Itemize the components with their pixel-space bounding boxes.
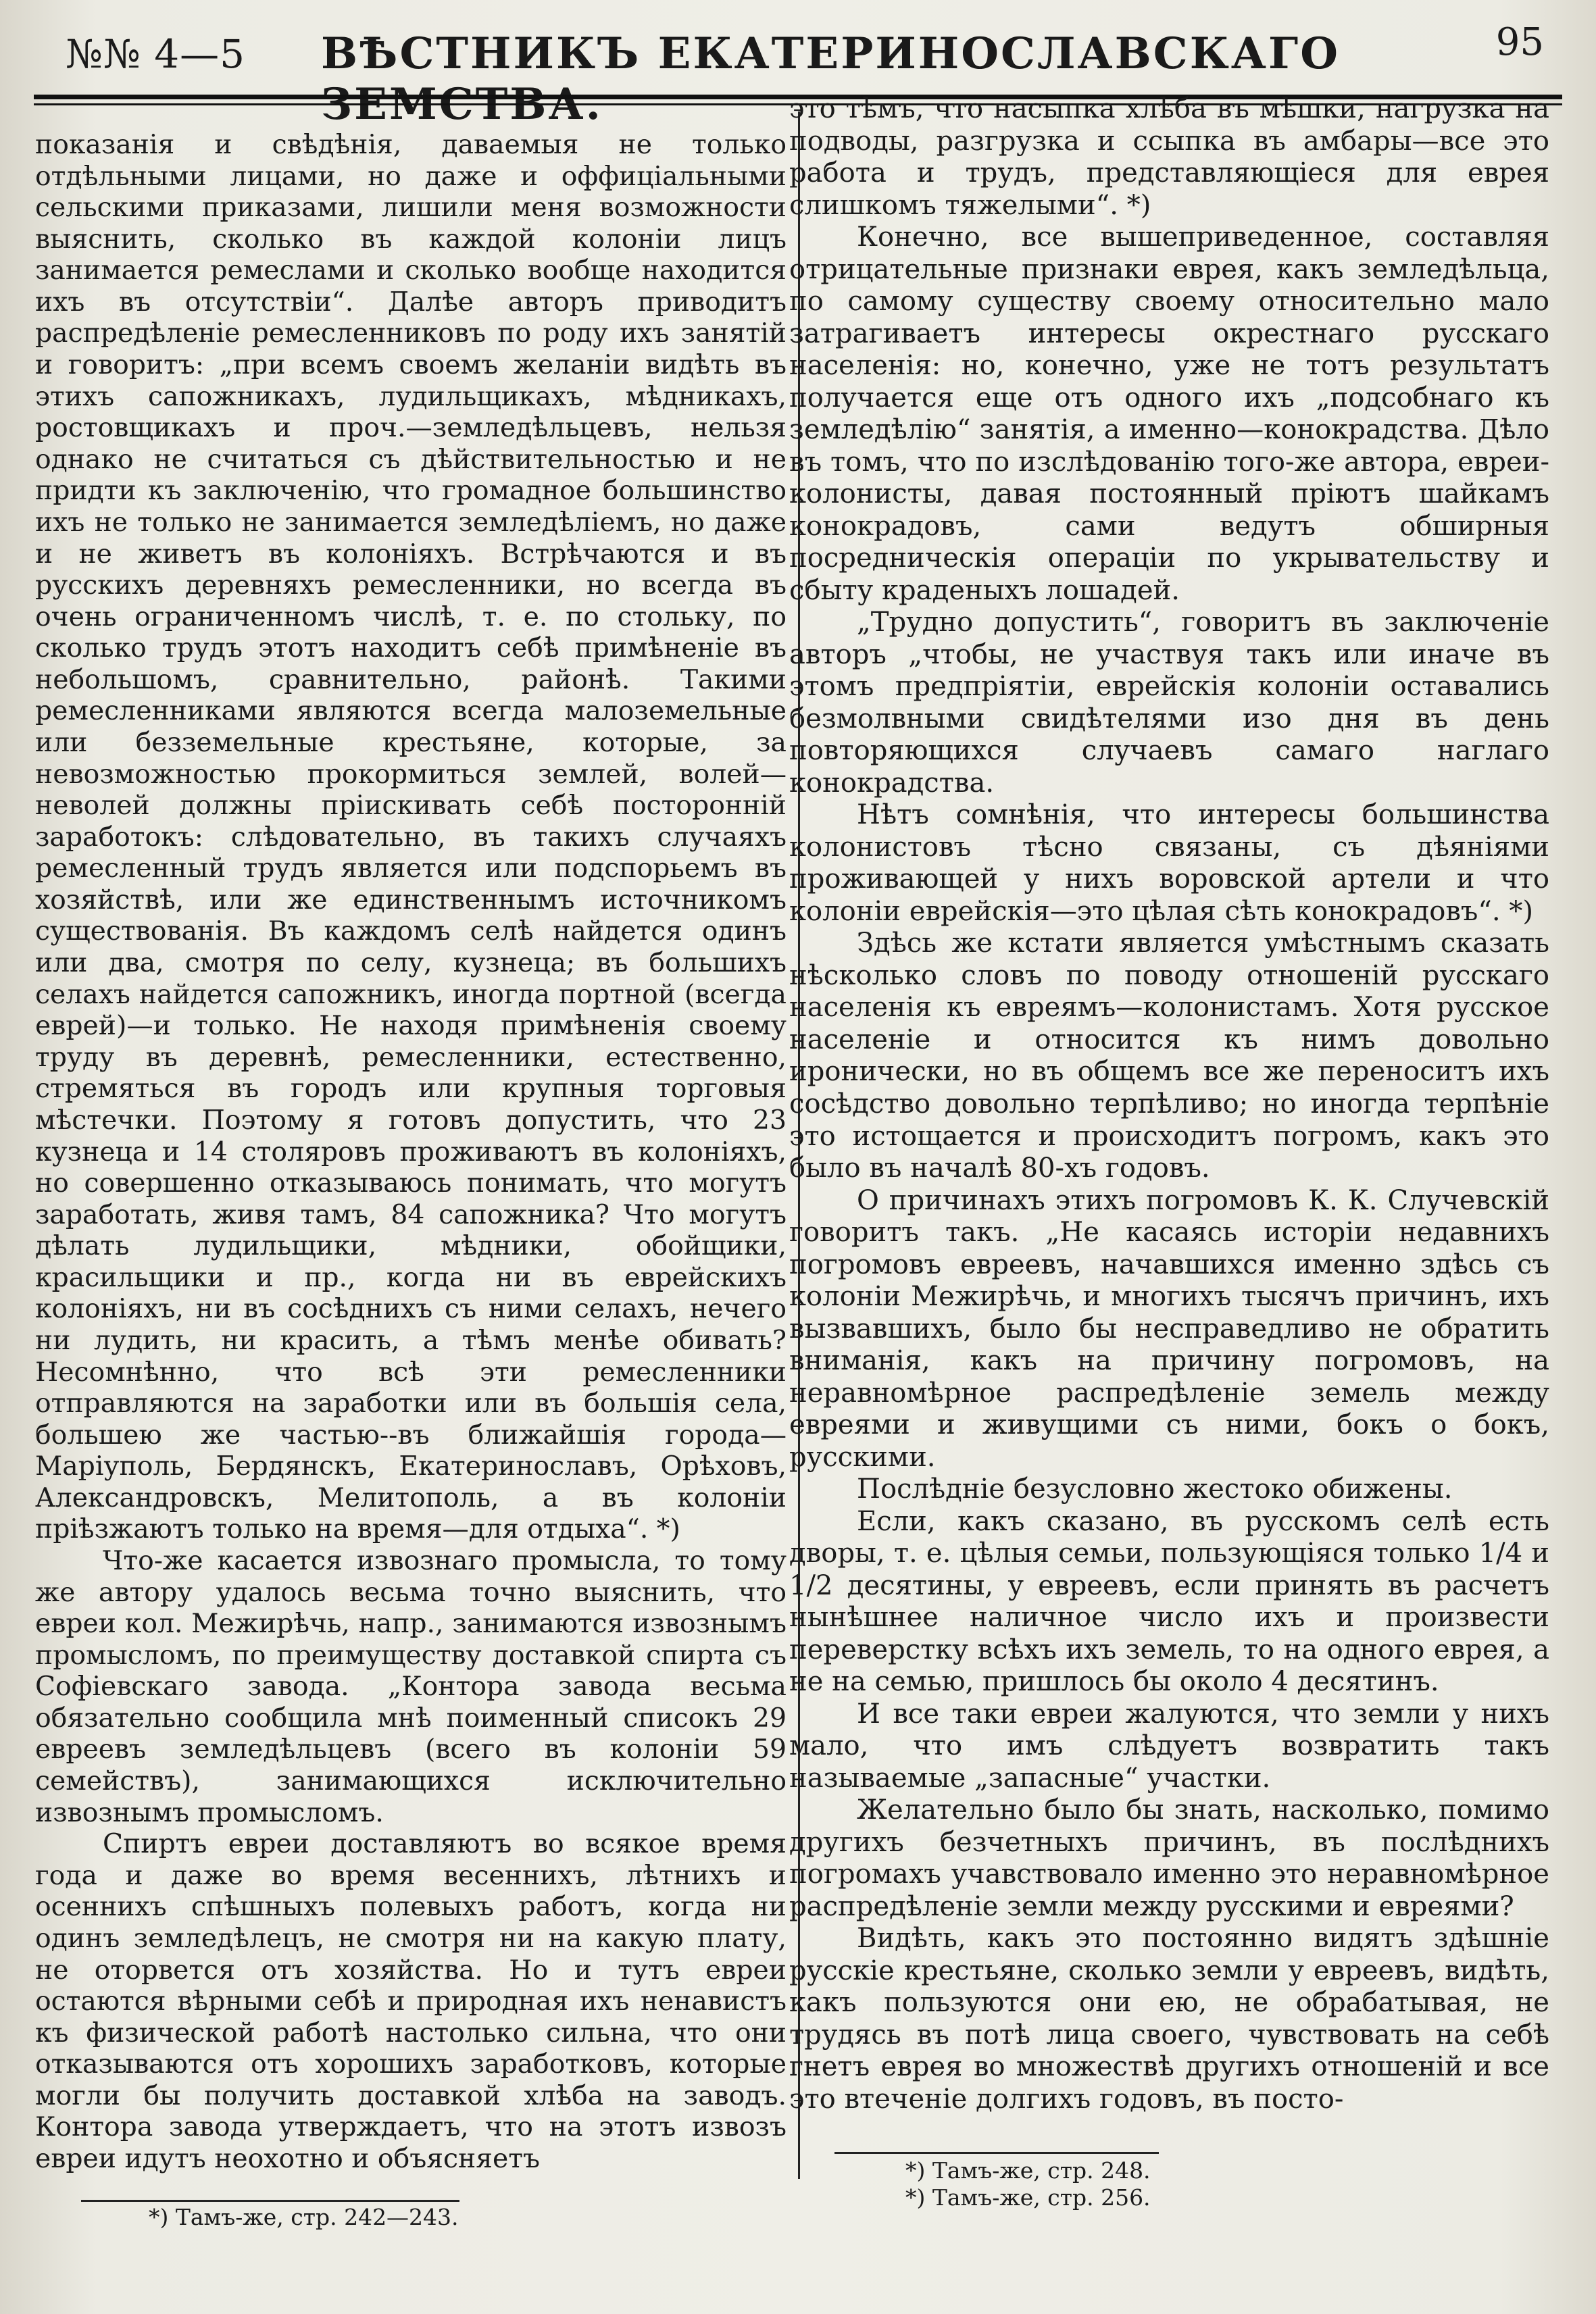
paragraph: Спиртъ евреи доставляютъ во всякое время года и даже во время весеннихъ, лѣтнихъ и осеннихъ спѣшныхъ полевыхъ работъ, когда ни одинъ земледѣлецъ, не смотря ни на какую плату, не оторвется отъ хозяйства. Но и тутъ евреи остаются вѣрными себѣ и природная ихъ ненавистъ къ физической работѣ настолько сильна, что они отказываются отъ хорошихъ заработковъ, которые могли бы получить доставкой хлѣба на заводъ. Контора завода утверждаетъ, что на этотъ извозъ евреи идутъ неохотно и объясняетъ bbox=[35, 1829, 787, 2174]
footnote: *) Тамъ-же, стр. 248. bbox=[905, 2157, 1151, 2184]
left-column bbox=[35, 130, 787, 2175]
paragraph: И все таки евреи жалуются, что земли у нихъ мало, что имъ слѣдуетъ возвратить такъ называемые „запасные“ участки. bbox=[789, 1698, 1549, 1794]
paragraph: это тѣмъ, что насыпка хлѣба въ мѣшки, нагрузка на подводы, разгрузка и ссыпка въ амбары—все это работа и трудъ, представляющіеся для еврея слишкомъ тяжелыми“. *) bbox=[789, 93, 1549, 221]
page-number: 95 bbox=[1495, 20, 1544, 64]
footnote: *) Тамъ-же, стр. 256. bbox=[905, 2184, 1151, 2211]
paragraph: Здѣсь же кстати является умѣстнымъ сказать нѣсколько словъ по поводу отношеній русскаго населенія къ евреямъ—колонистамъ. Хотя русское населеніе и относится къ нимъ довольно иронически, но въ общемъ все же переноситъ ихъ сосѣдство довольно терпѣливо; но иногда терпѣніе это истощается и происходитъ погромъ, какъ это было въ началѣ 80-хъ годовъ. bbox=[789, 928, 1549, 1184]
footnote-left bbox=[149, 2204, 459, 2231]
page-header bbox=[30, 19, 1564, 93]
footnotes-right bbox=[905, 2157, 1151, 2211]
right-column bbox=[789, 93, 1549, 2115]
issue-number: №№ 4—5 bbox=[66, 31, 246, 77]
paragraph: Если, какъ сказано, въ русскомъ селѣ есть дворы, т. е. цѣлыя семьи, пользующіяся только 1/4 и 1/2 десятины, у евреевъ, если принять въ расчетъ нынѣшнее наличное число ихъ и произвести переверстку всѣхъ ихъ земель, то на одного еврея, а не на семью, пришлось бы около 4 десятинъ. bbox=[789, 1505, 1549, 1698]
paragraph: Нѣтъ сомнѣнія, что интересы большинства колонистовъ тѣсно связаны, съ дѣяніями проживающей у нихъ воровской артели и что колоніи еврейскія—это цѣлая сѣть конокрадовъ“. *) bbox=[789, 799, 1549, 927]
paragraph: О причинахъ этихъ погромовъ К. К. Случевскій говоритъ такъ. „Не касаясь исторіи недавнихъ погромовъ евреевъ, начавшихся именно здѣсь съ колоніи Межирѣчь, и многихъ тысячъ причинъ, ихъ вызвавшихъ, было бы несправедливо не обратить вниманія, какъ на причину погромовъ, на неравномѣрное распредѣленіе земель между евреями и живущими съ ними, бокъ о бокъ, русскими. bbox=[789, 1184, 1549, 1473]
paragraph: Видѣть, какъ это постоянно видятъ здѣшніе русскіе крестьяне, сколько земли у евреевъ, видѣть, какъ пользуются они ею, не обрабатывая, не трудясь въ потѣ лица своего, чувствовать на себѣ гнетъ еврея во множествѣ другихъ отношеній и все это втеченіе долгихъ годовъ, въ посто- bbox=[789, 1923, 1549, 2115]
paragraph: Конечно, все вышеприведенное, составляя отрицательные признаки еврея, какъ земледѣльца, по самому существу своему относительно мало затрагиваетъ интересы окрестнаго русскаго населенія: но, конечно, уже не тотъ результатъ получается еще отъ одного ихъ „подсобнаго къ земледѣлію“ занятія, а именно—конокрадства. Дѣло въ томъ, что по изслѣдованію того-же автора, евреи-колонисты, давая постоянный пріютъ шайкамъ конокрадовъ, сами ведутъ обширныя посредническія операціи по укрывательству и сбыту краденыхъ лошадей. bbox=[789, 222, 1549, 606]
paragraph: „Трудно допустить“, говоритъ въ заключеніе авторъ „чтобы, не участвуя такъ или иначе въ этомъ предпріятіи, еврейскія колоніи оставались безмолвными свидѣтелями изо дня въ день повторяющихся случаевъ самаго наглаго конокрадства. bbox=[789, 607, 1549, 799]
journal-title: ВѢСТНИКЪ ЕКАТЕРИНОСЛАВСКАГО bbox=[321, 28, 1340, 79]
footnote-rule-right bbox=[834, 2152, 1159, 2154]
paragraph: Послѣдніе безусловно жестоко обижены. bbox=[857, 1474, 1453, 1505]
paragraph: показанія и свѣдѣнія, даваемыя не только отдѣльными лицами, но даже и оффиціальными сельскими приказами, лишили меня возможности выяснить, сколько въ каждой колоніи лицъ занимается ремеслами и сколько вообще находится ихъ въ отсутствіи“. Далѣе авторъ приводитъ распредѣленіе ремесленниковъ по роду ихъ занятій и говоритъ: „при всемъ своемъ желаніи видѣть въ этихъ сапожникахъ, лудильщикахъ, мѣдникахъ, ростовщикахъ и проч.—земледѣльцевъ, нельзя однако не считаться съ дѣйствительностью и не придти къ заключенію, что громадное большинство ихъ не только не занимается земледѣліемъ, но даже и не живетъ въ колоніяхъ. Встрѣчаются и въ русскихъ деревняхъ ремесленники, но всегда въ очень ограниченномъ числѣ, т. е. по стольку, по сколько трудъ этотъ находитъ себѣ примѣненіе въ небольшомъ, сравнительно, районѣ. Такими ремесленниками являются всегда малоземельные или безземельные крестьяне, которые, за невозможностью прокормиться землей, волей—неволей должны пріискивать себѣ посторонній заработокъ: слѣдовательно, въ такихъ случаяхъ ремесленный трудъ является или подспорьемъ въ хозяйствѣ, или же единственнымъ источникомъ существованія. Въ каждомъ селѣ найдется одинъ или два, смотря по селу, кузнеца; въ большихъ селахъ найдется сапожникъ, иногда портной (всегда еврей)—и только. Не находя примѣненія своему труду въ деревнѣ, ремесленники, естественно, стремяться въ городъ или крупныя торговыя мѣстечки. Поэтому я готовъ допустить, что 23 кузнеца и 14 столяровъ проживаютъ въ колоніяхъ, но совершенно отказываюсь понимать, что могутъ заработать, живя тамъ, 84 сапожника? Что могутъ дѣлать лудильщики, мѣдники, обойщики, красильщики и пр., когда ни въ еврейскихъ колоніяхъ, ни въ сосѣднихъ съ ними селахъ, нечего ни лудить, ни красить, а тѣмъ менѣе обивать? Несомнѣнно, что всѣ эти ремесленники отправляются на заработки или въ большія села, большею же частью--въ ближайшія города—Маріуполь, Бердянскъ, Екатеринославъ, Орѣховъ, Александровскъ, Мелитополь, а въ колоніи пріѣзжаютъ только на время—для отдыха“. *) bbox=[35, 130, 787, 1545]
paragraph: Что-же касается извознаго промысла, то тому же автору удалось весьма точно выяснить, что евреи кол. Межирѣчь, напр., занимаются извознымъ промысломъ, по преимуществу доставкой спирта съ Софіевскаго завода. „Контора завода весьма обязательно сообщила мнѣ поименный списокъ 29 евреевъ земледѣльцевъ (всего въ колоніи 59 семействъ), занимающихся исключительно извознымъ промысломъ. bbox=[35, 1546, 787, 1828]
paragraph: Желательно было бы знать, насколько, помимо другихъ безчетныхъ причинъ, въ послѣднихъ погромахъ учавствовало именно это неравномѣрное распредѣленіе земли между русскими и евреями? bbox=[789, 1794, 1549, 1922]
footnote: *) Тамъ-же, стр. 242—243. bbox=[149, 2204, 459, 2230]
footnote-rule-left bbox=[81, 2200, 459, 2202]
